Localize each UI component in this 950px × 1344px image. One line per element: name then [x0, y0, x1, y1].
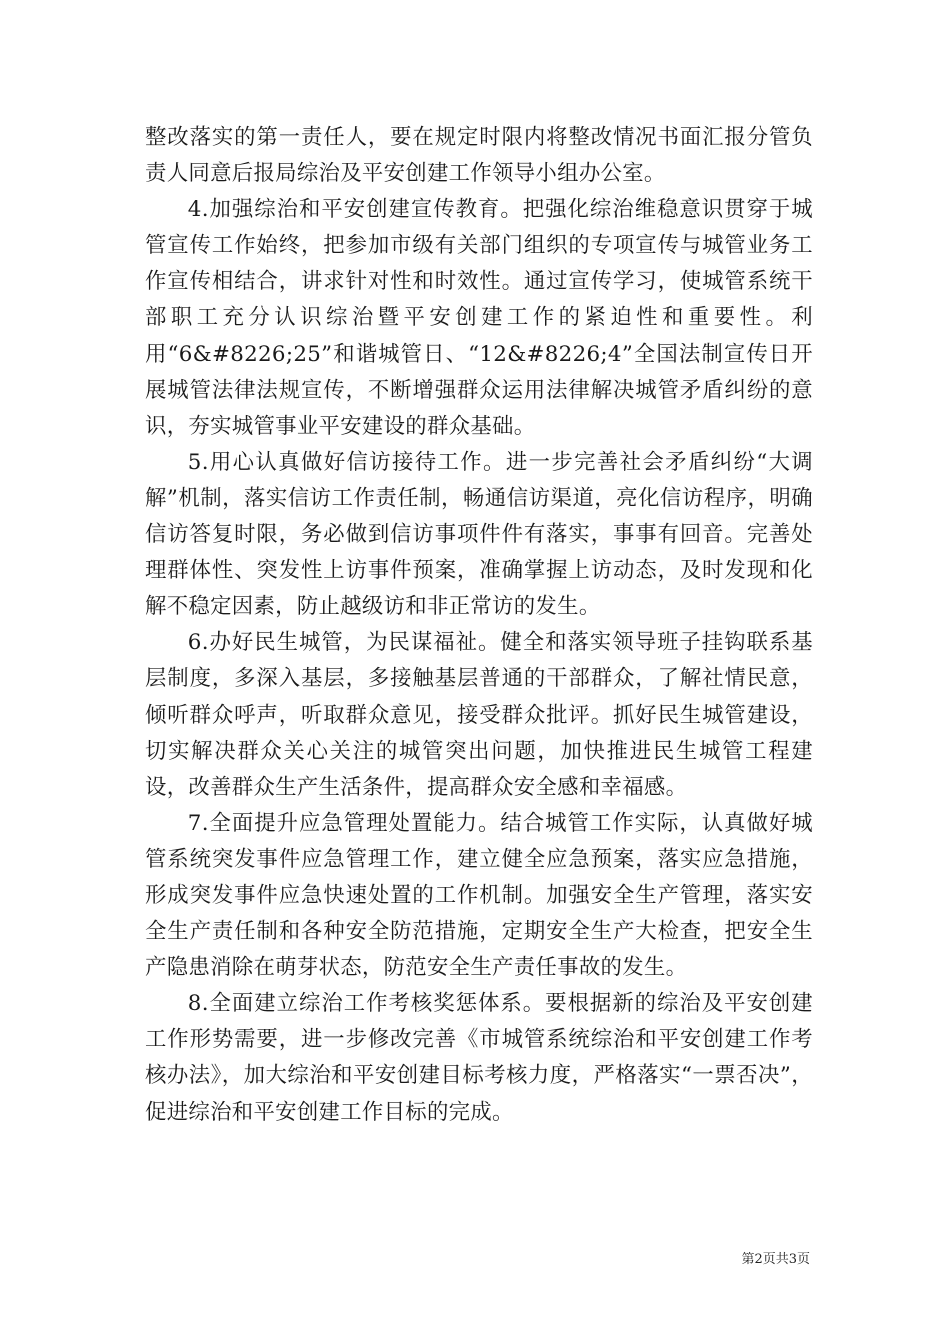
paragraph-continuation: 整改落实的第一责任人，要在规定时限内将整改情况书面汇报分管负责人同意后报局综治及平安创建工作领导小组办公室。: [145, 125, 813, 187]
paragraph-item-4: 4.加强综治和平安创建宣传教育。把强化综治维稳意识贯穿于城管宣传工作始终，把参加市级有关部门组织的专项宣传与城管业务工作宣传相结合，讲求针对性和时效性。通过宣传学习，使城管系统干部职工充分认识综治暨平安创建工作的紧迫性和重要性。利用“6&#8226;25”和谐城管日、“12&#8226;4”全国法制宣传日开展城管法律法规宣传，不断增强群众运用法律解决城管矛盾纠纷的意识，夯实城管事业平安建设的群众基础。: [145, 197, 813, 439]
paragraph-item-7: 7.全面提升应急管理处置能力。结合城管工作实际，认真做好城管系统突发事件应急管理工作，建立健全应急预案，落实应急措施，形成突发事件应急快速处置的工作机制。加强安全生产管理，落实安全生产责任制和各种安全防范措施，定期安全生产大检查，把安全生产隐患消除在萌芽状态，防范安全生产责任事故的发生。: [145, 810, 813, 981]
page-number-footer: 第2页共3页: [741, 1252, 810, 1267]
document-body: [145, 120, 813, 1131]
paragraph-item-5: 5.用心认真做好信访接待工作。进一步完善社会矛盾纠纷“大调解”机制，落实信访工作责任制，畅通信访渠道，亮化信访程序，明确信访答复时限，务必做到信访事项件件有落实，事事有回音。完善处理群体性、突发性上访事件预案，准确掌握上访动态，及时发现和化解不稳定因素，防止越级访和非正常访的发生。: [145, 449, 813, 620]
paragraph-item-6: 6.办好民生城管，为民谋福祉。健全和落实领导班子挂钩联系基层制度，多深入基层，多接触基层普通的干部群众，了解社情民意，倾听群众呼声，听取群众意见，接受群众批评。抓好民生城管建设，切实解决群众关心关注的城管突出问题，加快推进民生城管工程建设，改善群众生产生活条件，提高群众安全感和幸福感。: [145, 630, 813, 800]
paragraph-item-8: 8.全面建立综治工作考核奖惩体系。要根据新的综治及平安创建工作形势需要，进一步修改完善《市城管系统综治和平安创建工作考核办法》，加大综治和平安创建目标考核力度，严格落实“一票否决”，促进综治和平安创建工作目标的完成。: [145, 991, 813, 1125]
